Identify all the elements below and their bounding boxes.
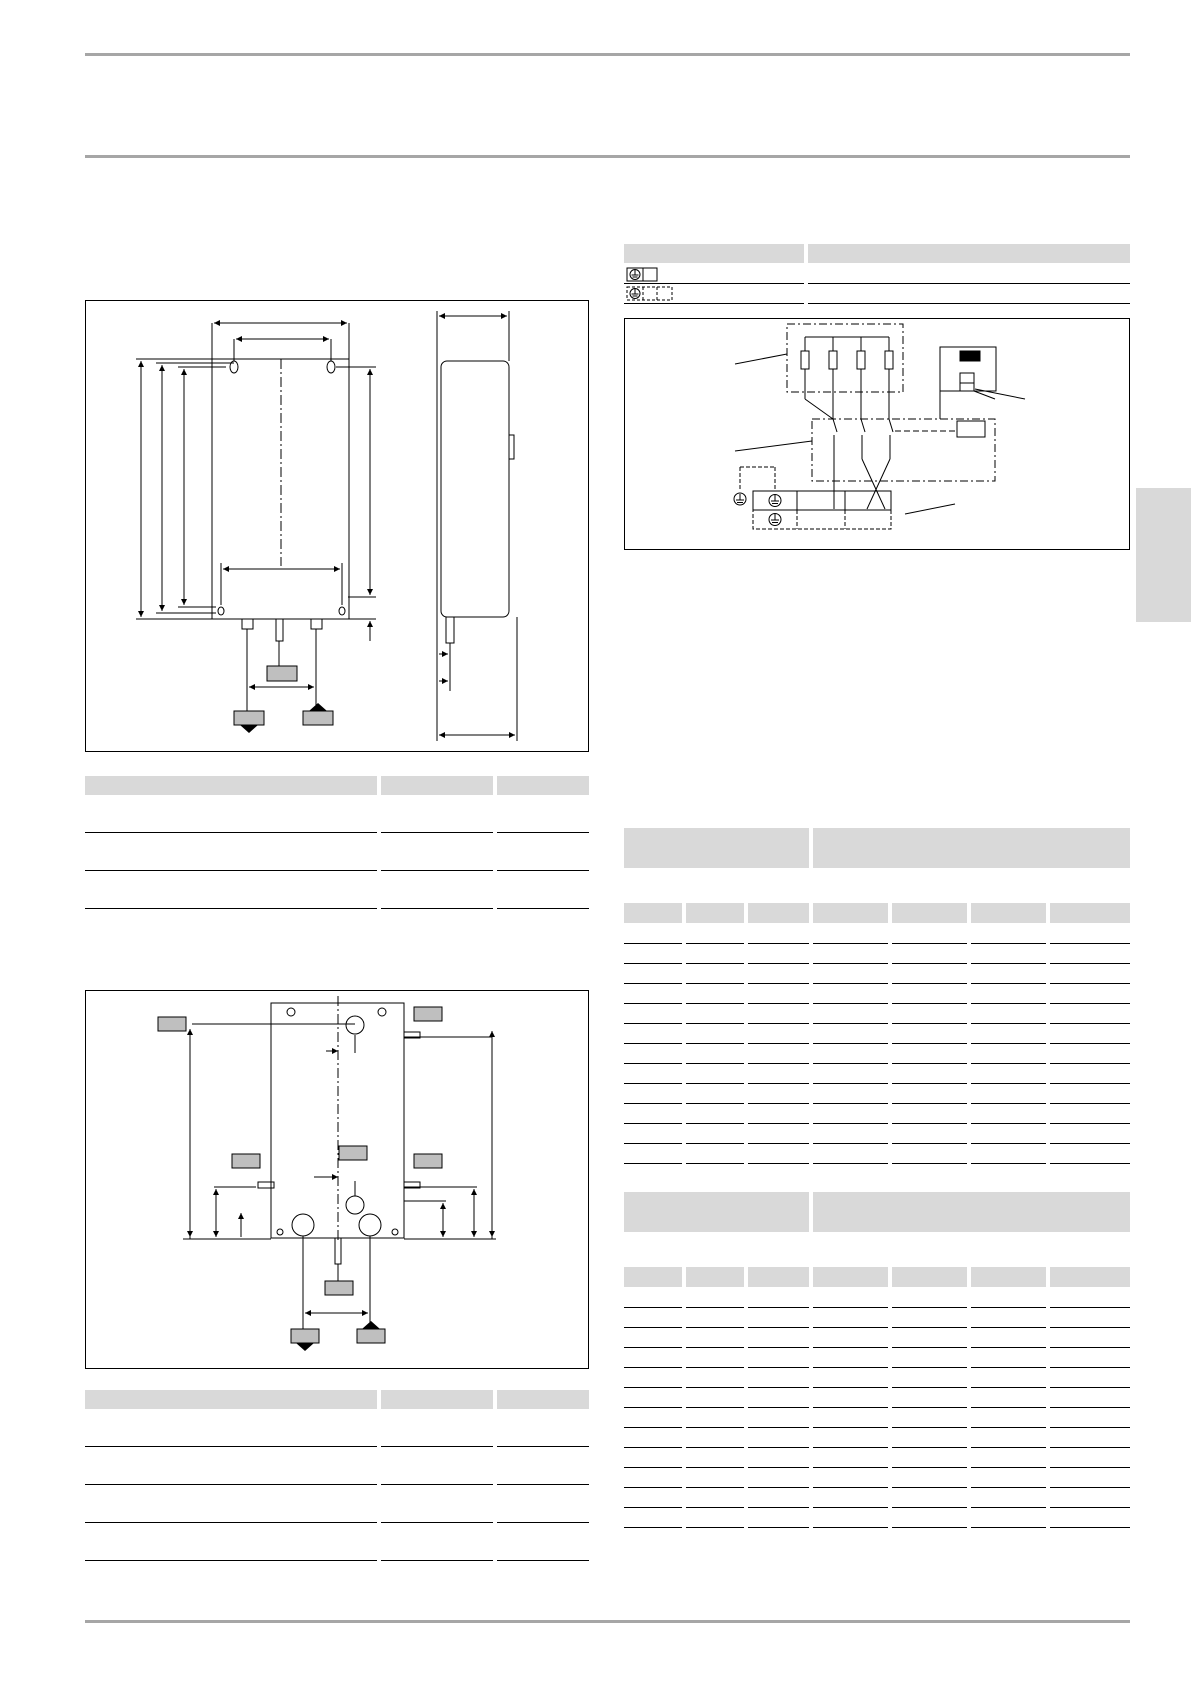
spec-table-2-row-line [686,1427,744,1428]
spec-table-1-row-line [686,1043,744,1044]
spec-table-2-row-line [748,1347,809,1348]
dim-table-1 [85,776,589,916]
spec-table-2-row-line [748,1467,809,1468]
spec-table-1-row-line [686,1143,744,1144]
spec-table-2-row-line [971,1507,1046,1508]
spec-table-1-row-line [748,1083,809,1084]
spec-table-2-row-line [686,1467,744,1468]
spec-table-1-row-line [1050,963,1130,964]
spec-table-2-row-line [813,1387,888,1388]
spec-table-1-row-line [686,1003,744,1004]
dimensions-figure [85,300,589,752]
spec-table-1-row-line [686,983,744,984]
spec-table-2-row-line [971,1427,1046,1428]
spec-table-2-row-line [624,1347,682,1348]
mounting-template-drawing [86,991,590,1370]
label-box [232,1154,260,1168]
spec-table-2-row-line [971,1367,1046,1368]
dim-table-2 [85,1390,589,1570]
header-rule-bottom [85,155,1130,158]
spec-table-2-row-line [1050,1347,1130,1348]
spec-table-1-row-line [1050,1163,1130,1164]
spec-table-1-row-line [1050,1103,1130,1104]
legend-table [624,244,1130,306]
spec-table-2-row-line [892,1327,967,1328]
spec-table-1-row-line [748,1023,809,1024]
spec-table-2-row-line [1050,1467,1130,1468]
spec-table-2-row-line [748,1427,809,1428]
spec-table-2-row-line [686,1527,744,1528]
wiring-diagram-drawing [625,319,1131,551]
spec-table-2-row-line [624,1467,682,1468]
spec-table-1-row-line [624,1143,682,1144]
spec-table-1-row-line [748,1103,809,1104]
hot-water-outlet-arrow [309,703,327,711]
spec-table-2-row-line [892,1467,967,1468]
spec-table-2-row-line [1050,1427,1130,1428]
spec-table-1-row-line [892,1143,967,1144]
spec-table-2-row-line [892,1427,967,1428]
spec-table-2-row-line [892,1527,967,1528]
spec-table-2-row-line [686,1367,744,1368]
spec-table-1-group-header-1 [624,828,809,868]
legend-symbols [626,266,676,302]
spec-table-2-row-line [813,1307,888,1308]
spec-table-1-row-line [686,1063,744,1064]
spec-table-2-row-line [813,1527,888,1528]
spec-table-1-row-line [971,1083,1046,1084]
spec-table-2 [624,1192,1130,1532]
spec-table-2-row-line [813,1487,888,1488]
spec-table-2-row-line [624,1507,682,1508]
spec-table-1-row-line [748,963,809,964]
label-box [267,666,297,681]
mounting-template-figure [85,990,589,1369]
spec-table-1-row-line [624,1083,682,1084]
dim-table-2-header-col-3 [497,1390,589,1409]
spec-table-2-row-line [971,1487,1046,1488]
spec-table-2-row-line [686,1487,744,1488]
spec-table-2-row-line [971,1327,1046,1328]
spec-table-1-row-line [686,1103,744,1104]
spec-table-2-row-line [813,1507,888,1508]
spec-table-2-row-line [686,1387,744,1388]
spec-table-1-row-line [971,1063,1046,1064]
spec-table-1-row-line [971,963,1046,964]
spec-table-1 [624,828,1130,1168]
spec-table-1-row-line [813,1123,888,1124]
spec-table-1-row-line [1050,1083,1130,1084]
spec-table-1-row-line [624,1023,682,1024]
spec-table-1-row-line [624,1123,682,1124]
spec-table-2-row-line [813,1407,888,1408]
spec-table-1-row-line [748,1003,809,1004]
spec-table-2-row-line [748,1387,809,1388]
spec-table-2-row-line [971,1347,1046,1348]
spec-table-1-row-line [813,1063,888,1064]
spec-table-2-row-line [748,1367,809,1368]
spec-table-1-row-line [971,1163,1046,1164]
spec-table-2-row-line [813,1347,888,1348]
spec-table-1-row-line [748,983,809,984]
spec-table-1-row-line [1050,1023,1130,1024]
header-rule-top [85,53,1130,56]
spec-table-1-row-line [748,1143,809,1144]
label-box [414,1007,442,1021]
spec-table-2-row-line [1050,1387,1130,1388]
label-box [158,1017,186,1031]
spec-table-1-row-line [748,943,809,944]
spec-table-2-row-line [686,1447,744,1448]
dim-table-1-header-col-2 [381,776,493,795]
spec-table-1-row-line [892,1163,967,1164]
spec-table-2-row-line [624,1387,682,1388]
spec-table-1-row-line [971,1043,1046,1044]
spec-table-1-row-line [971,983,1046,984]
label-box [357,1329,385,1343]
spec-table-2-row-line [624,1307,682,1308]
spec-table-2-row-line [892,1487,967,1488]
spec-table-1-row-line [813,1143,888,1144]
spec-table-1-row-line [813,1103,888,1104]
label-box [339,1146,367,1160]
label-box [325,1281,353,1295]
spec-table-2-group-header-1 [624,1192,809,1232]
spec-table-2-row-line [971,1307,1046,1308]
spec-table-1-row-line [813,1043,888,1044]
spec-table-2-row-line [748,1447,809,1448]
spec-table-1-row-line [892,1123,967,1124]
spec-table-1-row-line [748,1163,809,1164]
spec-table-1-row-line [624,1163,682,1164]
spec-table-2-row-line [686,1347,744,1348]
chapter-side-tab [1136,488,1191,622]
contactor-box [812,419,995,481]
spec-table-2-row-line [1050,1367,1130,1368]
spec-table-2-row-line [686,1507,744,1508]
spec-table-1-row-line [971,1103,1046,1104]
spec-table-1-row-line [1050,983,1130,984]
label-box [303,711,333,725]
spec-table-2-group-header-2 [813,1192,1130,1232]
footer-rule [85,1620,1130,1623]
spec-table-1-row-line [748,1043,809,1044]
spec-table-2-row-line [624,1487,682,1488]
spec-table-1-row-line [624,983,682,984]
spec-table-1-row-line [813,983,888,984]
spec-table-1-row-line [971,943,1046,944]
label-box [291,1329,319,1343]
spec-table-1-row-line [1050,1063,1130,1064]
cold-water-inlet-arrow [296,1343,314,1351]
spec-table-1-row-line [892,1063,967,1064]
spec-table-1-row-line [971,1023,1046,1024]
spec-table-1-row-line [813,943,888,944]
heating-element-group [787,324,903,392]
spec-table-2-row-line [971,1387,1046,1388]
spec-table-1-row-line [813,1163,888,1164]
spec-table-1-row-line [813,963,888,964]
spec-table-1-row-line [892,943,967,944]
hot-water-outlet-arrow [362,1321,380,1329]
spec-table-2-row-line [971,1447,1046,1448]
spec-table-1-group-header-2 [813,828,1130,868]
spec-table-1-row-line [686,1163,744,1164]
spec-table-1-row-line [686,943,744,944]
spec-table-2-row-line [1050,1507,1130,1508]
spec-table-2-row-line [1050,1307,1130,1308]
spec-table-2-row-line [892,1367,967,1368]
spec-table-2-row-line [624,1327,682,1328]
spec-table-2-row-line [892,1407,967,1408]
spec-table-1-row-line [971,1123,1046,1124]
spec-table-2-row-line [1050,1407,1130,1408]
spec-table-2-row-line [1050,1527,1130,1528]
spec-table-1-row-line [624,1003,682,1004]
spec-table-1-row-line [1050,1043,1130,1044]
spec-table-1-row-line [624,1043,682,1044]
legend-header-col-2 [808,244,1130,263]
spec-table-2-row-line [686,1327,744,1328]
spec-table-1-row-line [892,1023,967,1024]
spec-table-2-row-line [971,1527,1046,1528]
dim-table-2-header-col-2 [381,1390,493,1409]
spec-table-2-row-line [624,1407,682,1408]
spec-table-1-row-line [624,963,682,964]
spec-table-2-row-line [624,1367,682,1368]
spec-table-2-row-line [892,1387,967,1388]
spec-table-2-row-line [624,1447,682,1448]
spec-table-1-row-line [1050,1123,1130,1124]
spec-table-1-row-line [748,1123,809,1124]
spec-table-2-row-line [686,1307,744,1308]
spec-table-1-row-line [892,1043,967,1044]
spec-table-2-row-line [813,1367,888,1368]
spec-table-2-row-line [971,1467,1046,1468]
spec-table-1-row-line [892,1103,967,1104]
spec-table-2-row-line [748,1327,809,1328]
spec-table-2-row-line [624,1527,682,1528]
spec-table-2-row-line [971,1407,1046,1408]
spec-table-1-row-line [813,1023,888,1024]
spec-table-2-row-line [748,1407,809,1408]
spec-table-2-row-line [1050,1327,1130,1328]
spec-table-2-row-line [624,1427,682,1428]
legend-header-col-1 [624,244,804,263]
spec-table-1-row-line [892,963,967,964]
spec-table-1-row-line [892,1083,967,1084]
spec-table-2-row-line [813,1327,888,1328]
spec-table-1-row-line [686,1083,744,1084]
dim-table-2-header-col-1 [85,1390,377,1409]
spec-table-1-row-line [1050,943,1130,944]
spec-table-1-row-line [892,983,967,984]
label-box [234,711,264,725]
spec-table-1-row-line [892,1003,967,1004]
spec-table-1-row-line [624,1063,682,1064]
spec-table-1-row-line [624,1103,682,1104]
spec-table-1-row-line [686,963,744,964]
spec-table-1-row-line [624,943,682,944]
spec-table-2-row-line [686,1407,744,1408]
spec-table-2-row-line [813,1427,888,1428]
spec-table-2-row-line [892,1507,967,1508]
dim-table-1-header-col-1 [85,776,377,795]
spec-table-1-row-line [1050,1003,1130,1004]
spec-table-2-row-line [748,1527,809,1528]
spec-table-2-row-line [748,1307,809,1308]
spec-table-1-row-line [686,1023,744,1024]
dim-table-1-header-col-3 [497,776,589,795]
spec-table-1-row-line [686,1123,744,1124]
dimensions-drawing [86,301,590,753]
wiring-diagram-figure [624,318,1130,550]
spec-table-2-row-line [1050,1447,1130,1448]
spec-table-1-row-line [1050,1143,1130,1144]
spec-table-2-row-line [748,1507,809,1508]
spec-table-1-row-line [748,1063,809,1064]
spec-table-1-row-line [813,1003,888,1004]
spec-table-2-row-line [892,1447,967,1448]
spec-table-1-row-line [813,1083,888,1084]
side-appliance-outline [441,361,509,617]
spec-table-1-row-line [971,1003,1046,1004]
spec-table-2-row-line [748,1487,809,1488]
spec-table-1-row-line [971,1143,1046,1144]
spec-table-2-row-line [813,1447,888,1448]
spec-table-2-row-line [892,1347,967,1348]
spec-table-2-row-line [892,1307,967,1308]
cold-water-inlet-arrow [240,725,258,733]
spec-table-2-row-line [1050,1487,1130,1488]
label-box [414,1154,442,1168]
spec-table-2-row-line [813,1467,888,1468]
